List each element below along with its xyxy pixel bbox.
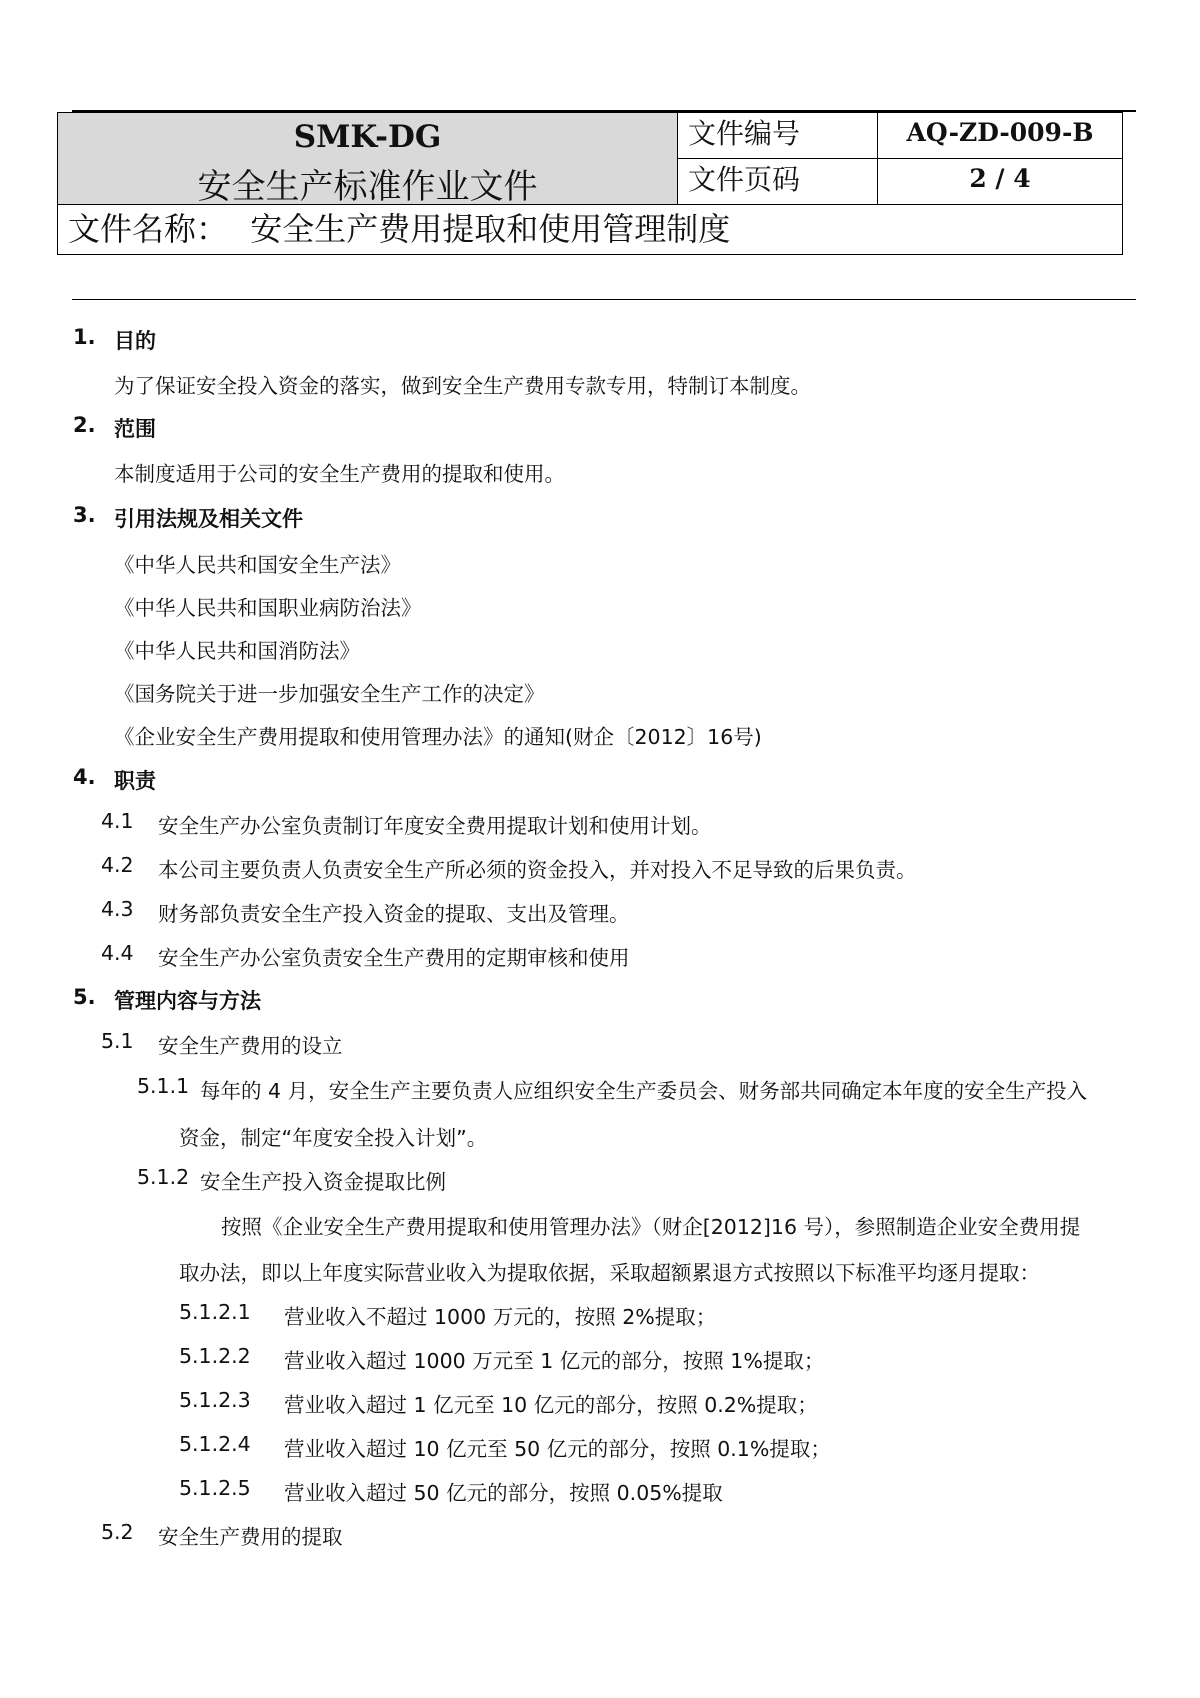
company-code: SMK-DG bbox=[293, 119, 442, 155]
duty-text: 本公司主要负责人负责安全生产所必须的资金投入，并对投入不足导致的后果负责。 bbox=[158, 858, 917, 882]
section-5-title: 管理内容与方法 bbox=[114, 989, 261, 1013]
document-name-label: 文件名称： bbox=[68, 210, 229, 248]
duty-number: 4.4 bbox=[101, 941, 134, 965]
header-divider bbox=[72, 299, 1136, 300]
section-2-number: 2. bbox=[73, 413, 96, 437]
rate-text: 营业收入不超过 1000 万元的，按照 2%提取； bbox=[284, 1305, 717, 1329]
page-label: 文件页码 bbox=[678, 159, 878, 205]
rate-number: 5.1.2.5 bbox=[179, 1476, 251, 1500]
duty-text: 安全生产办公室负责安全生产费用的定期审核和使用 bbox=[158, 946, 630, 970]
document-name: 安全生产费用提取和使用管理制度 bbox=[250, 210, 731, 248]
section-3-number: 3. bbox=[73, 503, 96, 527]
section-4-number: 4. bbox=[73, 765, 96, 789]
duty-number: 4.2 bbox=[101, 853, 134, 877]
clause-number: 5.1.1 bbox=[137, 1074, 190, 1098]
document-header bbox=[57, 112, 1123, 255]
section-2-title: 范围 bbox=[114, 417, 156, 441]
subsection-title: 安全生产费用的提取 bbox=[158, 1525, 343, 1549]
file-number-label: 文件编号 bbox=[678, 113, 878, 159]
rate-text: 营业收入超过 10 亿元至 50 亿元的部分，按照 0.1%提取； bbox=[284, 1437, 831, 1461]
document-name-row bbox=[58, 205, 1122, 254]
duty-number: 4.1 bbox=[101, 809, 134, 833]
reference-item: 《中华人民共和国职业病防治法》 bbox=[114, 596, 422, 620]
file-number: AQ-ZD-009-B bbox=[878, 113, 1122, 159]
rate-text: 营业收入超过 1 亿元至 10 亿元的部分，按照 0.2%提取； bbox=[284, 1393, 818, 1417]
duty-number: 4.3 bbox=[101, 897, 134, 921]
subsection-number: 5.1 bbox=[101, 1029, 134, 1053]
clause-paragraph: 按照《企业安全生产费用提取和使用管理办法》（财企[2012]16 号），参照制造企业安全费用提 bbox=[221, 1215, 1081, 1239]
document-type: 安全生产标准作业文件 bbox=[197, 167, 538, 207]
reference-item: 《国务院关于进一步加强安全生产工作的决定》 bbox=[114, 682, 545, 706]
subsection-title: 安全生产费用的设立 bbox=[158, 1034, 343, 1058]
section-3-title: 引用法规及相关文件 bbox=[114, 507, 303, 531]
clause-paragraph-continued: 取办法，即以上年度实际营业收入为提取依据，采取超额累退方式按照以下标准平均逐月提取： bbox=[179, 1261, 1040, 1285]
duty-text: 安全生产办公室负责制订年度安全费用提取计划和使用计划。 bbox=[158, 814, 712, 838]
reference-item: 《企业安全生产费用提取和使用管理办法》的通知(财企〔2012〕16号) bbox=[114, 725, 762, 749]
section-2-text: 本制度适用于公司的安全生产费用的提取和使用。 bbox=[114, 462, 565, 486]
clause-title: 安全生产投入资金提取比例 bbox=[200, 1170, 446, 1194]
section-4-title: 职责 bbox=[114, 769, 156, 793]
section-1-text: 为了保证安全投入资金的落实，做到安全生产费用专款专用，特制订本制度。 bbox=[114, 374, 811, 398]
rate-number: 5.1.2.2 bbox=[179, 1344, 251, 1368]
clause-number: 5.1.2 bbox=[137, 1165, 190, 1189]
duty-text: 财务部负责安全生产投入资金的提取、支出及管理。 bbox=[158, 902, 630, 926]
rate-text: 营业收入超过 1000 万元至 1 亿元的部分，按照 1%提取； bbox=[284, 1349, 825, 1373]
rate-number: 5.1.2.3 bbox=[179, 1388, 251, 1412]
section-1-title: 目的 bbox=[114, 329, 156, 353]
header-title-block bbox=[58, 113, 678, 205]
section-5-number: 5. bbox=[73, 985, 96, 1009]
reference-item: 《中华人民共和国消防法》 bbox=[114, 639, 360, 663]
section-1-number: 1. bbox=[73, 325, 96, 349]
clause-text: 每年的 4 月，安全生产主要负责人应组织安全生产委员会、财务部共同确定本年度的安全生产投入 bbox=[200, 1079, 1088, 1103]
rate-text: 营业收入超过 50 亿元的部分，按照 0.05%提取 bbox=[284, 1481, 723, 1505]
rate-number: 5.1.2.4 bbox=[179, 1432, 251, 1456]
subsection-number: 5.2 bbox=[101, 1520, 134, 1544]
clause-text-continued: 资金，制定“年度安全投入计划”。 bbox=[179, 1126, 488, 1150]
rate-number: 5.1.2.1 bbox=[179, 1300, 251, 1324]
reference-item: 《中华人民共和国安全生产法》 bbox=[114, 553, 401, 577]
page-number: 2 / 4 bbox=[878, 159, 1122, 205]
